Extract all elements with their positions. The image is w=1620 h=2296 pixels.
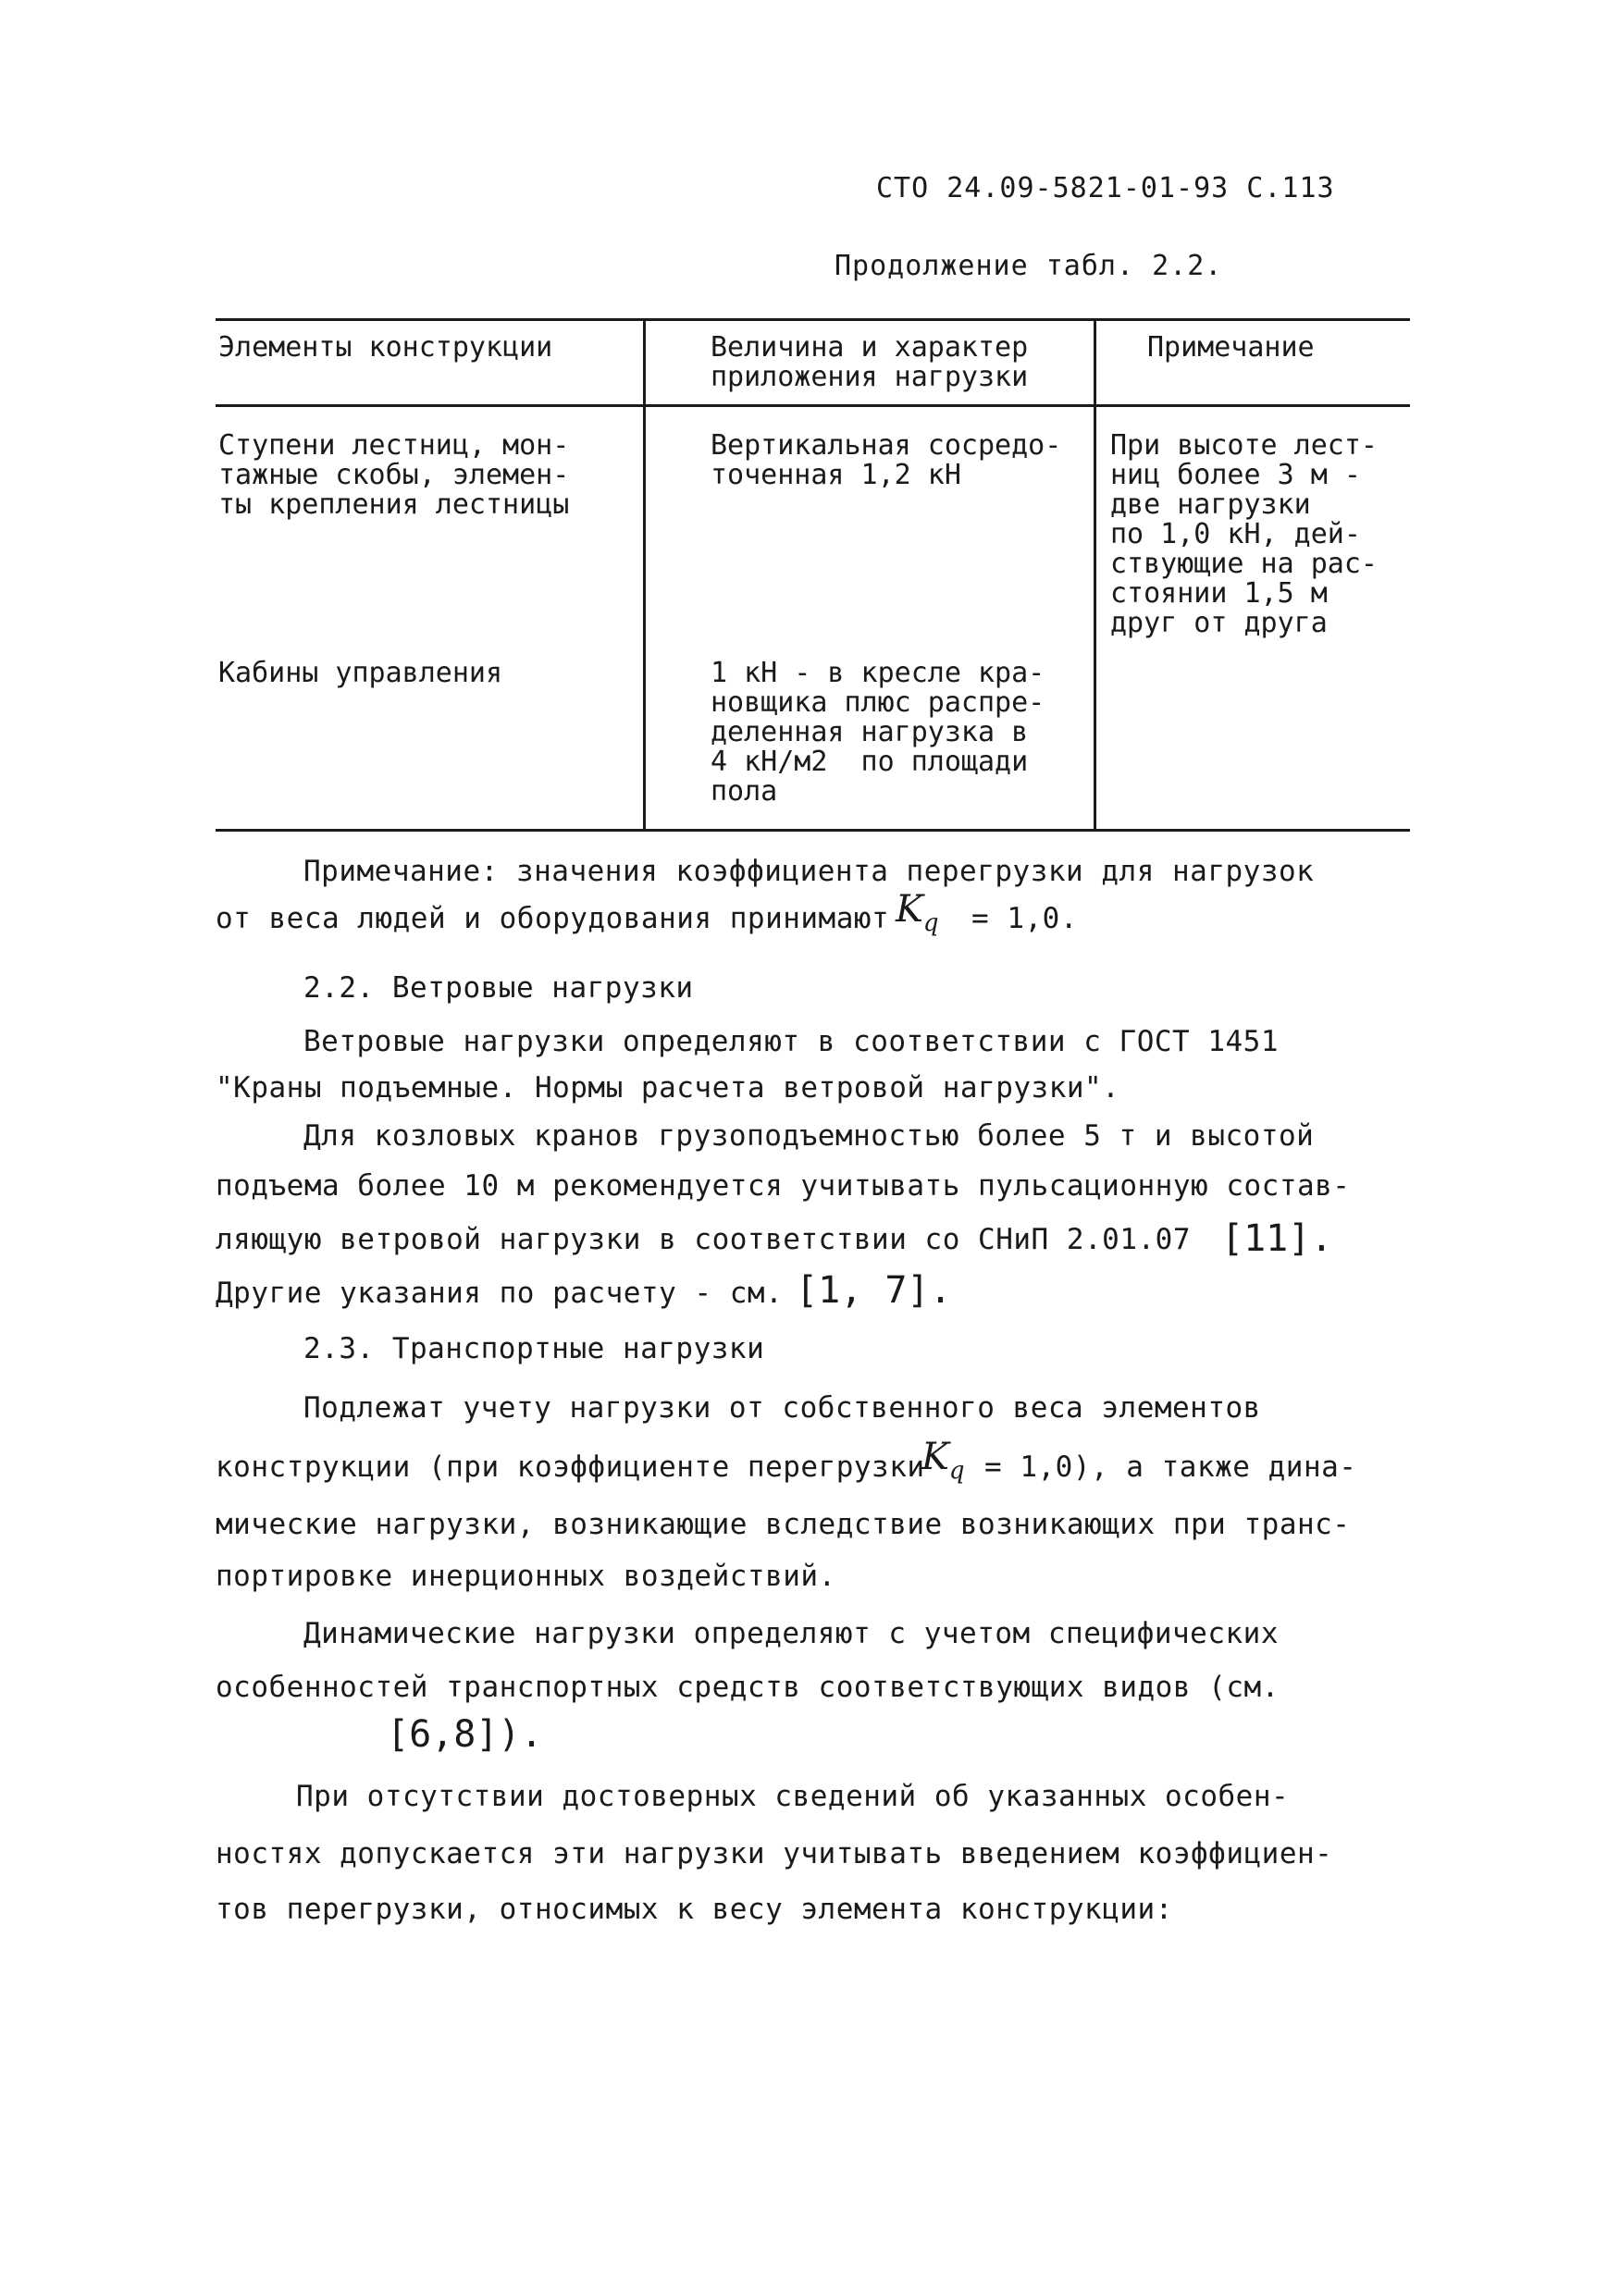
table-cell-element: Ступени лестниц, мон- тажные скобы, элемен- ты крепления лестницы bbox=[218, 429, 570, 521]
reference-citation: [6,8]). bbox=[387, 1713, 543, 1756]
paragraph-line: подъема более 10 м рекомендуется учитывать пульсационную состав- bbox=[216, 1169, 1351, 1203]
reference-citation: [11]. bbox=[1221, 1217, 1333, 1260]
column-header-note: Примечание bbox=[1147, 331, 1315, 364]
paragraph-line: Для козловых кранов грузоподъемностью более 5 т и высотой bbox=[303, 1119, 1315, 1153]
paragraph-line: ляющую ветровой нагрузки в соответствии со СНиП 2.01.07 bbox=[216, 1223, 1191, 1256]
document-reference: СТО 24.09-5821-01-93 С.113 bbox=[876, 172, 1335, 204]
paragraph-line: Динамические нагрузки определяют с учетом специфических bbox=[303, 1617, 1279, 1650]
table-continuation-label: Продолжение табл. 2.2. bbox=[835, 250, 1223, 282]
column-header-elements: Элементы конструкции bbox=[218, 331, 553, 364]
table-cell-load: Вертикальная сосредо- точенная 1,2 кН bbox=[711, 429, 1062, 491]
paragraph-line: Другие указания по расчету - см. bbox=[216, 1277, 784, 1310]
overload-coefficient-symbol: Kq bbox=[896, 888, 939, 937]
paragraph-line: мические нагрузки, возникающие вследствие возникающих при транс- bbox=[216, 1508, 1351, 1541]
table-cell-load: 1 кН - в кресле кра- новщика плюс распре- деленная нагрузка в 4 кН/м2 по площади пола bbox=[711, 657, 1045, 808]
overload-coefficient-symbol: Kq bbox=[921, 1436, 965, 1485]
table-header-rule bbox=[216, 404, 1410, 407]
paragraph-line: конструкции (при коэффициенте перегрузки bbox=[216, 1450, 925, 1484]
table-cell-element: Кабины управления bbox=[218, 657, 503, 689]
table-note-line: от веса людей и оборудования принимают bbox=[216, 902, 890, 935]
reference-citation: [1, 7]. bbox=[796, 1269, 952, 1312]
overload-coefficient-value: = 1,0. bbox=[971, 902, 1078, 935]
paragraph-line: При отсутствии достоверных сведений об указанных особен- bbox=[296, 1780, 1290, 1813]
table-column-divider bbox=[1094, 318, 1096, 832]
paragraph-line: Ветровые нагрузки определяют в соответствии с ГОСТ 1451 bbox=[303, 1025, 1279, 1058]
table-note-line: Примечание: значения коэффициента перегрузки для нагрузок bbox=[303, 855, 1315, 888]
table-top-rule bbox=[216, 318, 1410, 321]
table-cell-note: При высоте лест- ниц более 3 м - две нагрузки по 1,0 кН, дей- ствующие на рас- стоянии 1,5 м друг от друга bbox=[1110, 429, 1378, 639]
paragraph-line: особенностей транспортных средств соответствующих видов (см. bbox=[216, 1671, 1280, 1704]
table-bottom-rule bbox=[216, 829, 1410, 832]
paragraph-line: тов перегрузки, относимых к весу элемента конструкции: bbox=[216, 1893, 1173, 1926]
section-heading: 2.2. Ветровые нагрузки bbox=[303, 971, 694, 1005]
table-column-divider bbox=[643, 318, 646, 832]
paragraph-line: "Краны подъемные. Нормы расчета ветровой нагрузки". bbox=[216, 1071, 1120, 1105]
paragraph-line: = 1,0), а также дина- bbox=[984, 1450, 1357, 1484]
paragraph-line: ностях допускается эти нагрузки учитывать введением коэффициен- bbox=[216, 1837, 1333, 1870]
section-heading: 2.3. Транспортные нагрузки bbox=[303, 1332, 765, 1365]
paragraph-line: Подлежат учету нагрузки от собственного веса элементов bbox=[303, 1391, 1261, 1425]
paragraph-line: портировке инерционных воздействий. bbox=[216, 1560, 836, 1593]
column-header-load: Величина и характер приложения нагрузки bbox=[711, 331, 1029, 393]
